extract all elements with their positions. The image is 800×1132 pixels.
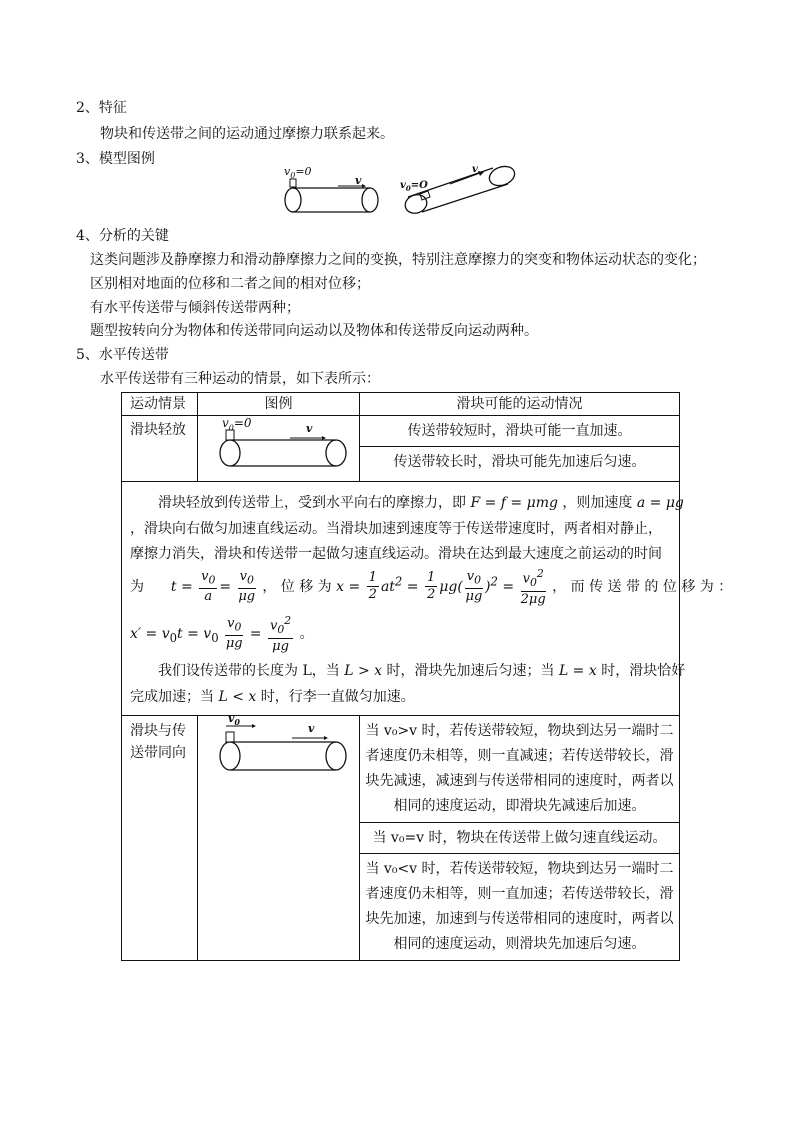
case-v0-less: 当 v₀<v 时，若传送带较短，物块到达另一端时二者速度仍未相等，则一直加速；若传送带较长，滑块先加速，加速到与传送带相同的速度时，两者以相同的速度运动，则滑块先加速后匀速。 [365,861,674,952]
motion-same-direction [360,716,680,961]
explain-line-5: $x' = v_0t = v_0$ $\frac{v_0}{\mu g}$ = $\frac{v_0^2}{\mu g}$ 。 [130,614,314,654]
header-scene: 运动情景 [122,393,198,416]
arrow-icon [322,436,326,440]
explain-line-4: 为 t = $\frac{v_0}{a}$ = $\frac{v_0}{\mu g}$ ， 位 移 为 x = $\frac{1}{2}$ $at^2$ = $\frac{1}{2}$ μg( $\frac{v_0}{\mu g}$ )$^2$ = $\frac{v_0^2}{2\mu g}$ ， 而 传 送 带 的 位 移 为 ： [130,567,733,607]
block-icon [226,732,234,742]
section-5-intro: 水平传送带有三种运动的情景，如下表所示： [100,371,380,387]
row1-v-label: v [306,422,313,435]
scene-same-direction: 滑块与传 送带同向 [122,716,198,961]
table-row-same-direction [122,716,680,961]
section-4-line-2: 区别相对地面的位移和二者之间的相对位移； [90,276,370,292]
fig1-v0: $v_0=0$ [284,165,312,181]
row1-v0-label: $v_0=0$ [222,416,252,433]
arrow-icon [362,184,366,188]
explain-line-3: 摩擦力消失，滑块和传送带一起做匀速直线运动。滑块在达到最大速度之前运动的时间 [130,546,662,562]
fig1-v: v [355,174,362,187]
explanation-cell [122,482,733,716]
figure-same-direction [198,712,360,961]
upper-roller [487,163,518,189]
section-2-title: 2、特征 [76,100,127,116]
table-header-row [122,393,680,416]
belt-figure-2 [198,716,358,788]
case-v0-greater: 当 v₀>v 时，若传送带较短，物块到达另一端时二者速度仍未相等，则一直减速；若传送带较长，滑块先减速，减速到与传送带相同的速度时，两者以相同的速度运动，即滑块先减速后加速。 [360,716,679,823]
motion-light-place [360,416,680,482]
row2-v-label: v [308,722,315,735]
arrow-icon [252,724,256,728]
explain-line-7: 完成加速；当 L < x 时，行李一直做匀加速。 [130,689,415,705]
figure-light-place [198,416,360,482]
header-figure: 图例 [198,393,360,416]
explain-line-6: 我们设传送带的长度为 L，当 L > x 时，滑块先加速后匀速；当 L = x 时，滑块恰好 [158,663,686,679]
header-motion: 滑块可能的运动情况 [360,393,680,416]
table-row-light-place [122,416,680,482]
section-2-body: 物块和传送带之间的运动通过摩擦力联系起来。 [100,126,394,142]
conveyor-table [121,392,733,961]
lower-roller [403,192,430,216]
section-5-title: 5、水平传送带 [76,347,169,363]
row2-v0-label: $v_0$ [228,712,240,728]
section-4-title: 4、分析的关键 [76,228,169,244]
section-3-title: 3、模型图例 [76,151,155,167]
table-row-explanation [122,482,680,716]
scene-light-place: 滑块轻放 [122,416,198,482]
explain-line-1: 滑块轻放到传送带上，受到水平向右的摩擦力，即 F = f = μmg ，则加速度 a = μg [158,495,684,511]
arrow-icon [324,736,328,740]
case-long-belt: 传送带较长时，滑块可能先加速后匀速。 [393,454,646,470]
fig2-v0: $v_0=O$ [400,180,428,193]
section-4-line-3: 有水平传送带与倾斜传送带两种； [90,300,300,316]
case-v0-equal: 当 v₀=v 时，物块在传送带上做匀速直线运动。 [360,823,679,854]
left-roller [285,188,301,212]
explain-line-2: ，滑块向右做匀加速直线运动。当滑块加速到速度等于传送带速度时，两者相对静止， [130,521,662,537]
case-short-belt: 传送带较短时，滑块可能一直加速。 [360,416,679,447]
right-roller [362,188,378,212]
section-4-line-4: 题型按转向分为物体和传送带同向运动以及物体和传送带反向运动两种。 [90,323,538,339]
fig2-v: v [472,164,478,175]
section-4-line-1: 这类问题涉及静摩擦力和滑动静摩擦力之间的变换，特别注意摩擦力的突变和物体运动状态的变化； [90,252,706,268]
